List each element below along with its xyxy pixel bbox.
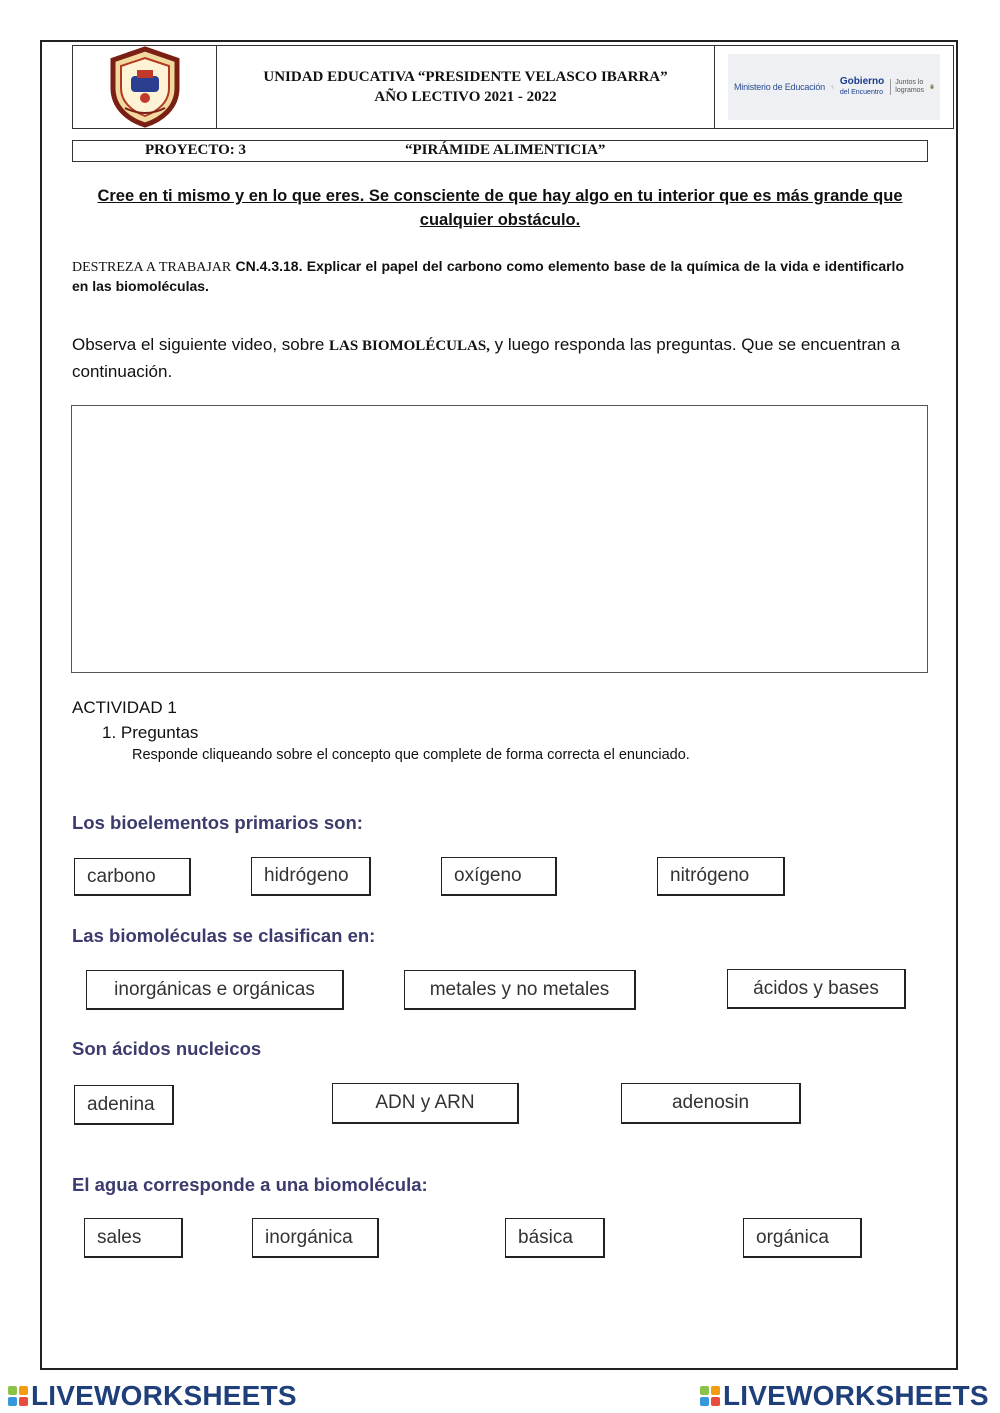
q1-option-nitrogeno[interactable]: nitrógeno bbox=[657, 857, 785, 896]
project-bar bbox=[72, 140, 928, 162]
ecuador-shield-icon bbox=[930, 71, 934, 103]
destreza-paragraph bbox=[72, 257, 904, 295]
school-title-cell bbox=[217, 46, 715, 128]
header-table bbox=[72, 45, 954, 129]
gov-name: Gobierno bbox=[839, 76, 885, 87]
video-instruction bbox=[72, 332, 912, 384]
page-border bbox=[40, 40, 958, 1370]
activity-section: 1. Preguntas bbox=[102, 723, 199, 742]
q3-option-adenina[interactable]: adenina bbox=[74, 1085, 174, 1125]
q4-option-inorganica[interactable]: inorgánica bbox=[252, 1218, 379, 1258]
q4-option-basica[interactable]: básica bbox=[505, 1218, 605, 1258]
project-label: PROYECTO: 3 bbox=[145, 142, 246, 158]
question-3-prompt: Son ácidos nucleicos bbox=[72, 1038, 262, 1059]
gov-slogan: Juntos lo logramos bbox=[890, 79, 924, 95]
q4-option-sales[interactable]: sales bbox=[84, 1218, 183, 1258]
destreza-text: CN.4.3.18. Explicar el papel del carbono como elemento base de la química de la vida e identificarlo en las biomoléculas. bbox=[72, 258, 905, 294]
destreza-label: DESTREZA A TRABAJAR bbox=[72, 260, 232, 275]
gov-logo-text bbox=[840, 76, 884, 98]
footer-brand-text: LIVEWORKSHEETS bbox=[723, 1380, 989, 1411]
q1-option-hidrogeno[interactable]: hidrógeno bbox=[251, 857, 371, 896]
footer-brand-right bbox=[700, 1380, 989, 1412]
q4-option-organica[interactable]: orgánica bbox=[743, 1218, 862, 1258]
q1-option-carbono[interactable]: carbono bbox=[74, 858, 191, 896]
activity-title: ACTIVIDAD 1 bbox=[72, 698, 177, 717]
school-year: AÑO LECTIVO 2021 - 2022 bbox=[374, 89, 557, 105]
instruction-before: Observa el siguiente video, sobre bbox=[72, 335, 330, 354]
school-name: UNIDAD EDUCATIVA “PRESIDENTE VELASCO IBARRA” bbox=[263, 69, 668, 85]
video-placeholder[interactable] bbox=[71, 405, 928, 673]
liveworksheets-logo-icon bbox=[700, 1386, 720, 1406]
footer-brand-left bbox=[8, 1380, 297, 1412]
liveworksheets-logo-icon bbox=[8, 1386, 28, 1406]
q3-option-adenosin[interactable]: adenosin bbox=[621, 1083, 801, 1124]
question-1-prompt: Los bioelementos primarios son: bbox=[72, 812, 363, 833]
ministry-name: Ministerio de Educación bbox=[734, 82, 825, 92]
school-crest-icon bbox=[107, 46, 183, 128]
motto: Cree en ti mismo y en lo que eres. Se consciente de que hay algo en tu interior que es más grande que cualquier obstáculo. bbox=[97, 187, 903, 229]
instruction-topic: LAS BIOMOLÉCULAS, bbox=[329, 338, 490, 354]
project-title: “PIRÁMIDE ALIMENTICIA” bbox=[405, 142, 606, 158]
instruction-after: y luego responda las preguntas. Que se encuentran a continuación. bbox=[72, 335, 901, 381]
q2-option-inorganicas-organicas[interactable]: inorgánicas e orgánicas bbox=[86, 970, 344, 1010]
q1-option-oxigeno[interactable]: oxígeno bbox=[441, 857, 557, 896]
activity-instructions: Responde cliqueando sobre el concepto que complete de forma correcta el enunciado. bbox=[132, 747, 690, 763]
q3-option-adn-arn[interactable]: ADN y ARN bbox=[332, 1083, 519, 1124]
question-2-prompt: Las biomoléculas se clasifican en: bbox=[72, 925, 376, 946]
school-logo-cell bbox=[73, 46, 217, 128]
q2-option-acidos-bases[interactable]: ácidos y bases bbox=[727, 969, 906, 1009]
gov-sub: del Encuentro bbox=[839, 89, 884, 96]
question-4-prompt: El agua corresponde a una biomolécula: bbox=[72, 1174, 428, 1195]
ministry-logo bbox=[728, 54, 940, 120]
gov-swirl-icon bbox=[831, 76, 834, 98]
footer-brand-text: LIVEWORKSHEETS bbox=[31, 1380, 297, 1411]
q2-option-metales[interactable]: metales y no metales bbox=[404, 970, 636, 1010]
ministry-logo-cell bbox=[715, 46, 953, 128]
